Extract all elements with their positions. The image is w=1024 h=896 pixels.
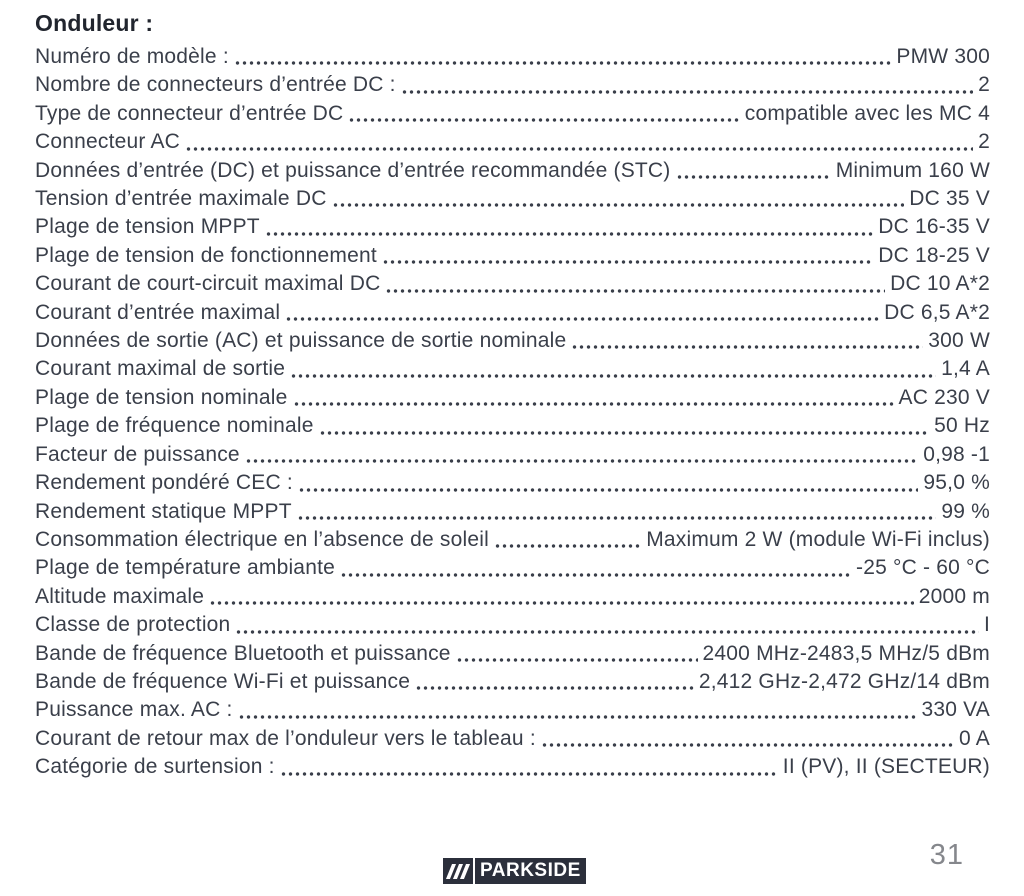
dotted-leader: [332, 202, 905, 208]
spec-label: Puissance max. AC :: [35, 698, 233, 722]
dotted-leader: [290, 373, 936, 379]
dotted-leader: [293, 401, 894, 407]
spec-value: 2: [978, 130, 990, 154]
spec-value: 2000 m: [918, 584, 990, 608]
spec-label: Bande de fréquence Wi-Fi et puissance: [35, 669, 411, 693]
spec-value: II (PV), II (SECTEUR): [782, 755, 990, 779]
spec-value: 2400 MHz-2483,5 MHz/5 dBm: [702, 641, 990, 665]
spec-value: 95,0 %: [923, 471, 990, 495]
spec-row: [35, 384, 990, 412]
dotted-leader: [456, 657, 698, 663]
dotted-leader: [209, 600, 914, 606]
spec-row: [35, 355, 990, 383]
spec-row: [35, 640, 990, 668]
page-number: 31: [929, 839, 964, 871]
spec-row: [35, 696, 990, 724]
spec-label: Courant de court-circuit maximal DC: [35, 272, 381, 296]
spec-value: PMW 300: [896, 45, 990, 68]
spec-value: DC 18-25 V: [878, 243, 990, 267]
spec-value: 2,412 GHz-2,472 GHz/14 dBm: [698, 669, 990, 693]
spec-label: Rendement statique MPPT: [35, 499, 292, 523]
spec-value: AC 230 V: [898, 385, 990, 409]
spec-value: DC 10 A*2: [890, 272, 990, 296]
dotted-leader: [185, 146, 973, 152]
dotted-leader: [541, 742, 954, 748]
spec-row: [35, 554, 990, 582]
spec-section: [35, 8, 990, 782]
spec-row: [35, 185, 990, 213]
spec-label: Type de connecteur d’entrée DC: [35, 101, 344, 125]
spec-label: Données d’entrée (DC) et puissance d’entrée recommandée (STC): [35, 158, 671, 182]
spec-label: Plage de tension de fonctionnement: [35, 243, 377, 267]
spec-row: [35, 412, 990, 440]
spec-row: [35, 270, 990, 298]
spec-label: Plage de tension nominale: [35, 385, 288, 409]
spec-label: Numéro de modèle :: [35, 45, 229, 68]
spec-row: [35, 71, 990, 99]
dotted-leader: [494, 543, 641, 549]
dotted-leader: [245, 458, 918, 464]
spec-row: [35, 213, 990, 241]
dotted-leader: [297, 515, 937, 521]
spec-label: Bande de fréquence Bluetooth et puissance: [35, 641, 451, 665]
dotted-leader: [298, 487, 918, 493]
spec-value: 99 %: [941, 499, 990, 523]
spec-value: 330 VA: [921, 698, 990, 722]
spec-label: Classe de protection: [35, 613, 231, 637]
spec-row: [35, 753, 990, 781]
spec-label: Plage de fréquence nominale: [35, 414, 314, 438]
spec-value: 1,4 A: [941, 357, 990, 381]
spec-label: Plage de tension MPPT: [35, 215, 260, 239]
logo-slashes-icon: [443, 858, 473, 884]
dotted-leader: [348, 117, 739, 123]
spec-row: [35, 299, 990, 327]
dotted-leader: [382, 259, 873, 265]
spec-row: [35, 583, 990, 611]
dotted-leader: [280, 771, 778, 777]
spec-value: I: [983, 613, 990, 637]
dotted-leader: [285, 316, 879, 322]
spec-row: [35, 498, 990, 526]
spec-row: [35, 441, 990, 469]
spec-value: 2: [978, 73, 990, 97]
dotted-leader: [571, 344, 923, 350]
dotted-leader: [265, 231, 873, 237]
spec-value: compatible avec les MC 4: [744, 101, 990, 125]
dotted-leader: [319, 430, 930, 436]
spec-label: Nombre de connecteurs d’entrée DC :: [35, 73, 396, 97]
dotted-leader: [340, 572, 851, 578]
spec-row: [35, 668, 990, 696]
spec-value: Minimum 160 W: [835, 158, 990, 182]
dotted-leader: [676, 174, 831, 180]
spec-label: Facteur de puissance: [35, 442, 240, 466]
spec-row: [35, 327, 990, 355]
spec-value: DC 6,5 A*2: [884, 300, 990, 324]
spec-label: Connecteur AC: [35, 130, 181, 154]
spec-label: Consommation électrique en l’absence de soleil: [35, 527, 489, 551]
dotted-leader: [385, 288, 885, 294]
spec-value: DC 16-35 V: [878, 215, 990, 239]
spec-value: -25 °C - 60 °C: [856, 556, 990, 580]
spec-label: Courant de retour max de l’onduleur vers le tableau :: [35, 726, 536, 750]
spec-row: [35, 157, 990, 185]
spec-label: Courant maximal de sortie: [35, 357, 286, 381]
spec-label: Rendement pondéré CEC :: [35, 471, 293, 495]
spec-list: [35, 43, 990, 782]
spec-row: [35, 526, 990, 554]
dotted-leader: [235, 629, 979, 635]
spec-label: Courant d’entrée maximal: [35, 300, 281, 324]
spec-row: [35, 43, 990, 71]
dotted-leader: [401, 89, 973, 95]
spec-row: [35, 128, 990, 156]
spec-row: [35, 611, 990, 639]
dotted-leader: [238, 714, 917, 720]
dotted-leader: [415, 685, 694, 691]
spec-value: 300 W: [928, 329, 990, 353]
spec-value: DC 35 V: [909, 187, 990, 211]
spec-label: Tension d’entrée maximale DC: [35, 187, 327, 211]
spec-label: Altitude maximale: [35, 584, 205, 608]
spec-row: [35, 100, 990, 128]
spec-row: [35, 469, 990, 497]
section-title: Onduleur :: [35, 10, 154, 36]
dotted-leader: [234, 60, 892, 66]
spec-value: 50 Hz: [934, 414, 990, 438]
spec-row: [35, 242, 990, 270]
spec-row: [35, 725, 990, 753]
logo-brand-text: PARKSIDE: [475, 858, 586, 884]
spec-value: 0 A: [959, 726, 990, 750]
spec-label: Plage de température ambiante: [35, 556, 335, 580]
parkside-logo: [443, 858, 586, 884]
spec-label: Données de sortie (AC) et puissance de sortie nominale: [35, 329, 567, 353]
spec-label: Catégorie de surtension :: [35, 755, 275, 779]
spec-value: Maximum 2 W (module Wi-Fi inclus): [646, 527, 990, 551]
spec-value: 0,98 -1: [923, 442, 990, 466]
